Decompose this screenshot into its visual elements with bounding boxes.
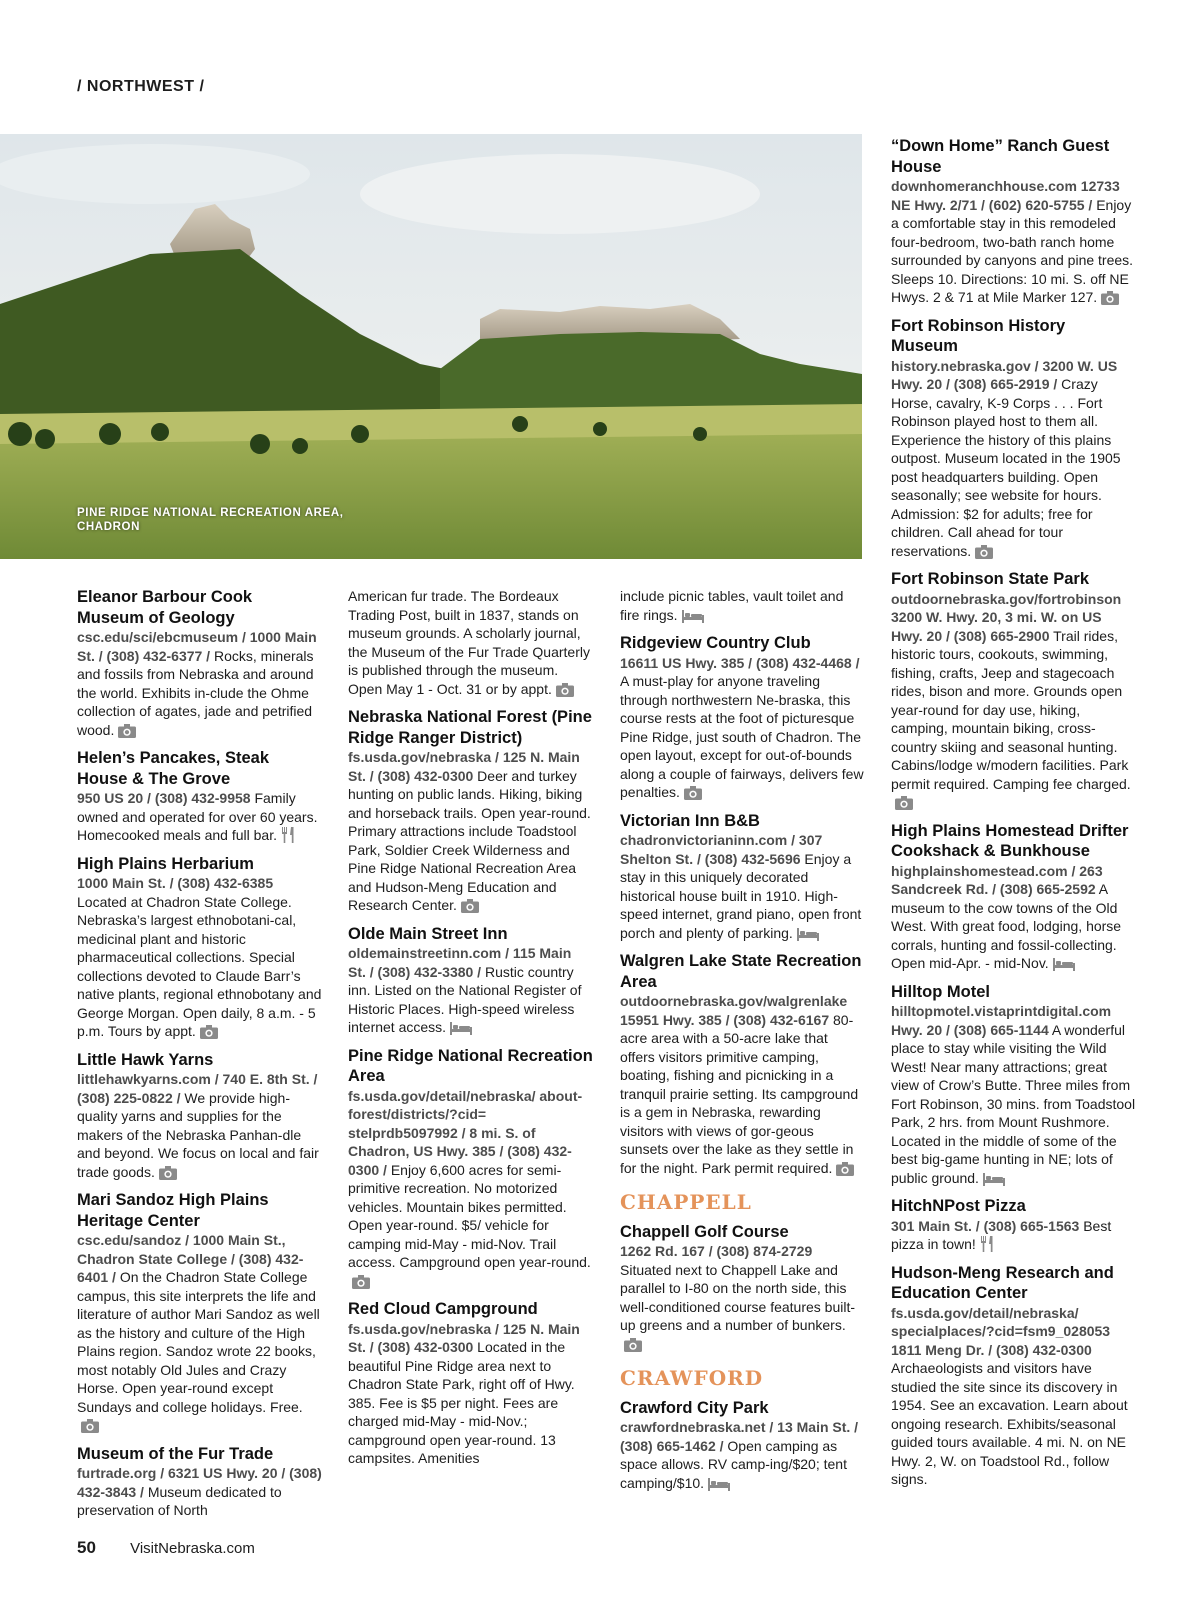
listing-entry <box>620 951 865 1177</box>
listing-contact-info: csc.edu/sandoz / 1000 Main St., Chadron State College / (308) 432-6401 / <box>77 1232 304 1285</box>
camera-icon <box>200 1025 218 1039</box>
listing-body <box>77 628 322 739</box>
listing-title: Eleanor Barbour Cook Museum of Geology <box>77 588 253 627</box>
listing-contact-info: furtrade.org / 6321 US Hwy. 20 / (308) 432-3843 / <box>77 1465 322 1500</box>
listing-body <box>620 1242 865 1353</box>
bed-icon <box>450 1022 472 1035</box>
photo-caption-line1: PINE RIDGE NATIONAL RECREATION AREA, <box>77 507 344 519</box>
listing-title: “Down Home” Ranch Guest House <box>891 137 1110 176</box>
listing-title: Mari Sandoz High Plains Heritage Center <box>77 1191 269 1230</box>
listing-contact-info: 16611 US Hwy. 385 / (308) 432-4468 / <box>620 654 860 671</box>
listing-contact-info: 950 US 20 / (308) 432-9958 <box>77 790 251 806</box>
listing-description: Enjoy 6,600 acres for semi-primitive recreation. No motorized vehicles. Mountain bikes permitted. Open year-round. $5/ vehicle for camping mid-May - mid-Nov. Trail access. Campground open year-round. <box>348 1161 591 1270</box>
listing-title: Ridgeview Country Club <box>620 634 811 652</box>
listing-title: Fort Robinson History Museum <box>891 316 1066 355</box>
listing-description: 80-acre area with a 50-acre lake that offers visitors primitive camping, boating, fishing and picnicking in a tranquil prairie setting. Its campground is a gem in Nebraska, rewarding visitors with views of gor-geous sunsets over the lake as they settle in for the night. Park permit required. <box>620 1011 859 1176</box>
listing-contact-info: hilltopmotel.vistaprintdigital.com Hwy. 20 / (308) 665-1144 <box>891 1003 1112 1038</box>
listing-entry <box>891 982 1136 1188</box>
listing-description: Archaeologists and visitors have studied the site since its discovery in 1954. See an excavation. Learn about ongoing research. Exhibits/seasonal guided tours available. 4 mi. N. on NE Hwy. 2, W. on Toadstool Rd., follow signs. <box>891 1360 1128 1487</box>
listing-title: Fort Robinson State Park <box>891 570 1090 588</box>
listing-entry <box>620 587 865 624</box>
listing-entry <box>348 924 593 1037</box>
listing-title: High Plains Herbarium <box>77 854 254 873</box>
camera-icon <box>556 683 574 697</box>
listing-contact-info: littlehawkyarns.com / 740 E. 8th St. / (308) 225-0822 / <box>77 1071 318 1106</box>
listing-description: Rocks, minerals and fossils from Nebraska and around the world. Exhibits in-clude the Ohme collection of agates, jade and petrified wood. <box>77 647 314 738</box>
listing-entry <box>77 1190 322 1435</box>
column-3 <box>620 587 865 1501</box>
listing-title: Crawford City Park <box>620 1398 769 1417</box>
listing-title: Hilltop Motel <box>891 982 990 1001</box>
listing-description: American fur trade. The Bordeaux Trading Post, built in 1837, stands on museum grounds. A scholarly journal, the Museum of the Fur Trade Quarterly is published through the museum. Open May 1 - Oct. 31 or by appt. <box>348 588 590 697</box>
listing-contact-info: chadronvictorianinn.com / 307 Shelton St. / (308) 432-5696 <box>620 832 823 867</box>
listing-contact-info: outdoornebraska.gov/walgrenlake 15951 Hwy. 385 / (308) 432-6167 <box>620 993 848 1028</box>
listing-title: High Plains Homestead Drifter Cookshack & Bunkhouse <box>891 821 1129 860</box>
listing-title: Nebraska National Forest (Pine Ridge Ranger District) <box>348 708 592 747</box>
camera-icon <box>975 545 993 559</box>
listing-description: On the Chadron State College campus, this site interprets the life and literature of author Mari Sandoz as well as the history and culture of the High Plains region. Sandoz wrote 22 books, most notably Old Jules and Crazy Horse. Open year-round except Sundays and college holidays. Free. <box>77 1269 320 1415</box>
listing-contact-info: 1000 Main St. / (308) 432-6385 <box>77 875 274 891</box>
listing-body <box>891 1304 1136 1489</box>
listing-contact-info: csc.edu/sci/ebcmuseum / 1000 Main St. / (308) 432-6377 / <box>77 629 317 664</box>
listing-title: Hudson-Meng Research and Education Center <box>891 1263 1114 1302</box>
listing-entry <box>77 1444 322 1520</box>
listing-body <box>891 590 1136 812</box>
listing-body <box>891 1002 1136 1187</box>
listing-description: Located in the beautiful Pine Ridge area next to Chadron State Park, right off of Hwy. 385. Fee is $5 per night. Fees are charged mid-May - mid-Nov.; campground open year-round. 13 campsites. Amenities <box>348 1339 575 1466</box>
listing-body <box>620 992 865 1177</box>
listing-description: We provide high-quality yarns and supplies for the makers of the Nebraska Panhan-dle and beyond. We focus on local and fair trade goods. <box>77 1089 319 1180</box>
fork-knife-icon <box>980 1236 994 1252</box>
listing-title: Chappell Golf Course <box>620 1222 789 1241</box>
listing-description: include picnic tables, vault toilet and fire rings. <box>620 588 844 623</box>
listing-entry <box>620 1398 865 1493</box>
bed-icon <box>983 1173 1005 1186</box>
listing-title: Pine Ridge National Recreation Area <box>348 1046 593 1085</box>
listing-entry <box>620 811 865 943</box>
camera-icon <box>118 724 136 738</box>
camera-icon <box>895 796 913 810</box>
listing-description: Trail rides, historic tours, cookouts, swimming, fishing, crafts, Jeep and stagecoach rides, bison and more. Grounds open year-round for day use, hiking, camping, mountain biking, cross-country skiing and seasonal hunting. Cabins/lodge w/modern facilities. Park permit required. Camping fee charged. <box>891 627 1131 792</box>
listing-entry <box>77 854 322 1041</box>
listing-description: Situated next to Chappell Lake and parallel to I-80 on the north side, this well-conditioned course features built-up greens and a number of bunkers. <box>620 1261 856 1333</box>
listing-description: Enjoy a comfortable stay in this remodeled four-bedroom, two-bath ranch home surrounded by canyons and pine trees. Sleeps 10. Directions: 10 mi. S. off NE Hwys. 2 & 71 at Mile Marker 127. <box>891 196 1134 305</box>
listing-title: Victorian Inn B&B <box>620 811 760 830</box>
listing-contact-info: crawfordnebraska.net / 13 Main St. / (308) 665-1462 / <box>620 1419 859 1454</box>
listing-body <box>77 1464 322 1520</box>
listing-entry <box>891 136 1136 307</box>
listing-title: Red Cloud Campground <box>348 1300 538 1318</box>
listing-entry <box>77 1050 322 1182</box>
listing-contact-info: highplainshomestead.com / 263 Sandcreek Rd. / (308) 665-2592 <box>891 862 1103 897</box>
listing-title: Little Hawk Yarns <box>77 1050 214 1069</box>
listing-title: Museum of the Fur Trade <box>77 1444 274 1463</box>
listing-description: Deer and turkey hunting on public lands. Hiking, biking and horseback trails. Open year-round. Primary attractions include Toadstool Park, Soldier Creek Wilderness and Pine Ridge National Recreation Area and Hudson-Meng Education and Research Center. <box>348 767 591 913</box>
listing-contact-info: 301 Main St. / (308) 665-1563 <box>891 1217 1080 1234</box>
camera-icon <box>159 1166 177 1180</box>
listing-body <box>620 654 865 802</box>
listing-contact-info: downhomeranchhouse.com 12733 NE Hwy. 2/71 / (602) 620-5755 / <box>891 178 1120 213</box>
listing-body <box>77 1070 322 1181</box>
camera-icon <box>81 1419 99 1433</box>
listing-description: A museum to the cow towns of the Old West. With great food, lodging, horse corrals, hunting and fossil-collecting. Open mid-Apr. - mid-Nov. <box>891 881 1122 971</box>
camera-icon <box>461 899 479 913</box>
listing-description: Museum dedicated to preservation of North <box>77 1483 282 1518</box>
listing-description: Enjoy a stay in this uniquely decorated historical house built in 1910. High-speed internet, grand piano, open front porch and plenty of parking. <box>620 850 862 941</box>
listing-body <box>348 587 593 698</box>
listing-body <box>348 1087 593 1291</box>
listing-entry <box>348 1046 593 1291</box>
listing-entry <box>620 1222 865 1354</box>
fork-knife-icon <box>281 827 295 843</box>
listing-body <box>77 789 322 845</box>
bed-icon <box>708 1478 730 1491</box>
listing-body <box>620 831 865 942</box>
listing-body <box>620 1418 865 1492</box>
listing-description: Best pizza in town! <box>891 1217 1112 1252</box>
listing-title: Walgren Lake State Recreation Area <box>620 952 862 991</box>
photo-caption <box>77 506 417 534</box>
listing-entry <box>891 821 1136 973</box>
camera-icon <box>624 1338 642 1352</box>
column-4 <box>891 136 1136 1498</box>
listing-entry <box>620 633 865 802</box>
footer <box>77 1538 255 1558</box>
listing-body <box>348 748 593 915</box>
listing-body <box>891 1217 1136 1254</box>
listing-description: Located at Chadron State College. Nebraska’s largest ethnobotani-cal, medicinal plant and historic pharmaceutical collections. Special collections devoted to Claude Barr’s native plants, regional ethnobotany and George Morgan. Open daily, 8 a.m. - 5 p.m. Tours by appt. <box>77 893 322 1039</box>
footer-website: VisitNebraska.com <box>130 1540 255 1557</box>
listing-title: Helen’s Pancakes, Steak House & The Grove <box>77 749 270 788</box>
camera-icon <box>1101 291 1119 305</box>
listing-body <box>348 1320 593 1468</box>
listing-entry <box>77 748 322 845</box>
listing-body <box>891 862 1136 973</box>
listing-description: Open camping as space allows. RV camp-ing/$20; tent camping/$10. <box>620 1437 847 1491</box>
listing-title: HitchNPost Pizza <box>891 1197 1026 1215</box>
listing-description: Family owned and operated for over 60 years. Homecooked meals and full bar. <box>77 790 318 843</box>
listing-entry <box>891 1196 1136 1254</box>
camera-icon <box>836 1162 854 1176</box>
listing-description: A must-play for anyone traveling through northwestern Ne-braska, this course rests at the foot of picturesque Pine Ridge, just south of Chadron. The open layout, except for out-of-bounds along a couple of fairways, delivers few penalties. <box>620 673 864 800</box>
town-header: CHAPPELL <box>620 1190 752 1214</box>
listing-entry <box>891 569 1136 812</box>
bed-icon <box>1053 958 1075 971</box>
listing-entry <box>891 1263 1136 1489</box>
listing-contact-info: fs.usda.gov/nebraska / 125 N. Main St. / (308) 432-0300 <box>348 749 580 784</box>
column-1 <box>77 587 322 1529</box>
listing-entry <box>348 587 593 698</box>
landscape-photo <box>0 134 862 559</box>
listing-contact-info: outdoornebraska.gov/fortrobinson 3200 W. Hwy. 20, 3 mi. W. on US Hwy. 20 / (308) 665-2900 <box>891 590 1122 644</box>
listing-body <box>620 587 865 624</box>
listing-entry <box>77 587 322 739</box>
listing-entry <box>891 316 1136 561</box>
camera-icon <box>684 786 702 800</box>
listing-description: A wonderful place to stay while visiting the Wild West! Near many attractions; great view of Crow’s Butte. Three miles from Fort Robinson, 30 mins. from Toadstool Park, 2 hrs. from Mount Rushmore. Located in the middle of some of the best big-game hunting in NE; lots of public ground. <box>891 1021 1136 1186</box>
listing-description: Crazy Horse, cavalry, K-9 Corps . . . Fort Robinson played host to them all. Experience the history of this plains outpost. Museum located in the 1905 post headquarters building. Open seasonally; see website for hours. Admission: $2 for adults; free for children. Call ahead for tour reservations. <box>891 376 1121 559</box>
town-header: CRAWFORD <box>620 1366 764 1390</box>
listing-body <box>77 874 322 1041</box>
listing-title: Olde Main Street Inn <box>348 924 508 943</box>
listing-contact-info: fs.usda.gov/nebraska / 125 N. Main St. / (308) 432-0300 <box>348 1320 580 1355</box>
listing-entry <box>348 707 593 915</box>
listing-body <box>891 177 1136 307</box>
bed-icon <box>797 928 819 941</box>
photo-caption-line2: CHADRON <box>77 521 140 533</box>
page-number: 50 <box>77 1538 96 1557</box>
listing-description: Rustic country inn. Listed on the National Register of Historic Places. High-speed wireless internet access. <box>348 963 582 1035</box>
camera-icon <box>352 1275 370 1289</box>
listing-contact-info: history.nebraska.gov / 3200 W. US Hwy. 20 / (308) 665-2919 / <box>891 357 1118 392</box>
listing-body <box>348 944 593 1037</box>
section-header: / NORTHWEST / <box>77 78 205 95</box>
listing-body <box>77 1231 322 1435</box>
listing-contact-info: oldemainstreetinn.com / 115 Main St. / (308) 432-3380 / <box>348 945 572 980</box>
listing-contact-info: fs.usda.gov/detail/nebraska/ specialplaces/?cid=fsm9_028053 1811 Meng Dr. / (308) 432-0300 <box>891 1304 1111 1358</box>
bed-icon <box>682 610 704 623</box>
listing-contact-info: 1262 Rd. 167 / (308) 874-2729 <box>620 1243 813 1259</box>
listing-contact-info: fs.usda.gov/detail/nebraska/ about-forest/districts/?cid= stelprdb5097992 / 8 mi. S. of Chadron, US Hwy. 385 / (308) 432-0300 / <box>348 1087 583 1178</box>
listing-body <box>891 357 1136 561</box>
column-2 <box>348 587 593 1477</box>
listing-entry <box>348 1299 593 1468</box>
